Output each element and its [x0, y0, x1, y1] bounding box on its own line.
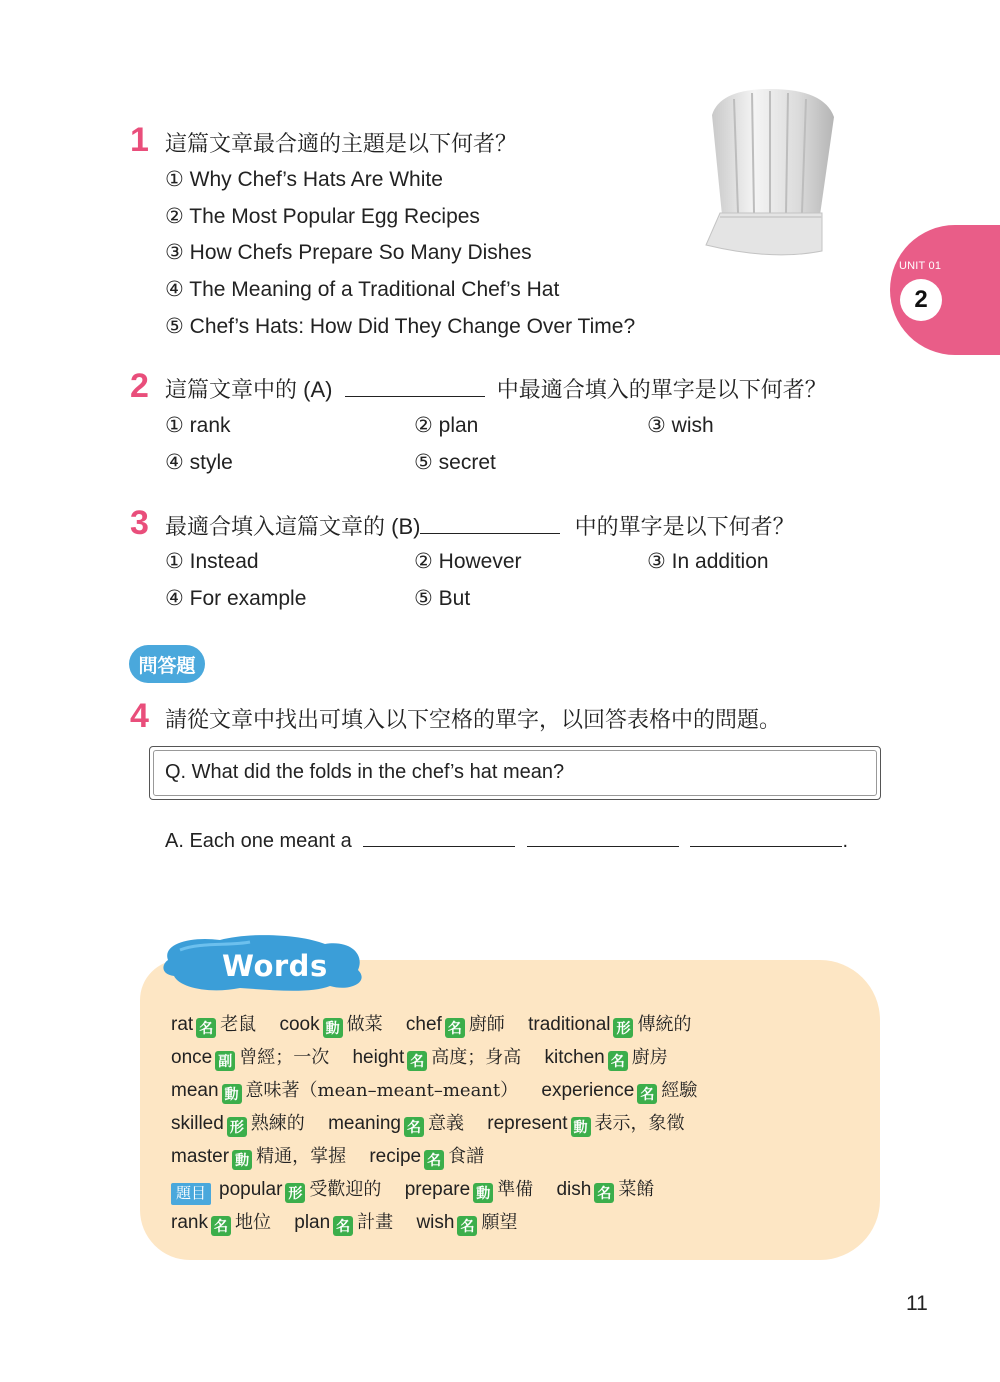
word-en: master: [171, 1146, 230, 1167]
word-zh: 意味著（mean–meant–meant）: [245, 1080, 519, 1101]
words-line-2: [171, 1043, 668, 1071]
question-4-text: 請從文章中找出可填入以下空格的單字，以回答表格中的問題。: [165, 707, 782, 732]
word-en: mean: [171, 1080, 219, 1101]
pos-badge: 名: [424, 1150, 444, 1170]
q2-option-4: ④ style: [165, 451, 233, 474]
pos-badge: 名: [637, 1084, 657, 1104]
answer-prefix: A. Each one meant a: [165, 830, 352, 852]
word-zh: 食譜: [448, 1146, 485, 1167]
q3-option-5: ⑤ But: [414, 587, 471, 610]
question-3-text-before: 最適合填入這篇文章的 (B): [165, 514, 421, 539]
topic-tag: 題目: [171, 1183, 211, 1205]
unit-label: UNIT 01: [899, 260, 942, 272]
word-zh: 菜餚: [618, 1179, 655, 1200]
word-zh: 計畫: [357, 1212, 394, 1233]
word-zh: 經驗: [661, 1080, 698, 1101]
blank-b: [420, 513, 560, 534]
q2-option-5: ⑤ secret: [414, 451, 496, 474]
q3-option-3: ③ In addition: [647, 550, 769, 573]
word-en: meaning: [328, 1113, 401, 1134]
q2-option-1: ① rank: [165, 414, 231, 437]
q1-option-5: ⑤ Chef’s Hats: How Did They Change Over Time?: [165, 315, 636, 338]
unit-number-badge: 2: [900, 279, 942, 321]
words-title: Words: [222, 949, 328, 983]
word-zh: 表示，象徵: [594, 1113, 685, 1134]
q1-option-1: ① Why Chef’s Hats Are White: [165, 168, 443, 191]
word-en: recipe: [369, 1146, 422, 1167]
q3-option-2: ② However: [414, 550, 522, 573]
pos-badge: 形: [613, 1018, 633, 1038]
word-zh: 廚房: [631, 1047, 668, 1068]
question-box-text: Q. What did the folds in the chef’s hat mean?: [165, 761, 565, 783]
pos-badge: 名: [457, 1216, 477, 1236]
word-zh: 做菜: [346, 1014, 383, 1035]
q3-option-4: ④ For example: [165, 587, 307, 610]
pos-badge: 名: [196, 1018, 216, 1038]
chef-hat-illustration: [700, 85, 840, 260]
word-en: height: [352, 1047, 405, 1068]
answer-blank-1[interactable]: [363, 826, 515, 847]
pos-badge: 名: [445, 1018, 465, 1038]
answer-suffix: .: [842, 830, 849, 852]
word-zh: 精通，掌握: [256, 1146, 347, 1167]
word-zh: 高度；身高: [431, 1047, 522, 1068]
q1-option-3: ③ How Chefs Prepare So Many Dishes: [165, 241, 532, 264]
word-zh: 地位: [234, 1212, 271, 1233]
question-2-number: 2: [130, 367, 149, 405]
word-zh: 老鼠: [220, 1014, 257, 1035]
words-line-7: [171, 1208, 517, 1236]
answer-blank-2[interactable]: [527, 826, 679, 847]
q2-option-2: ② plan: [414, 414, 479, 437]
pos-badge: 名: [407, 1051, 427, 1071]
question-3-number: 3: [130, 504, 149, 542]
word-en: dish: [556, 1179, 592, 1200]
word-en: skilled: [171, 1113, 224, 1134]
question-1-text: 這篇文章最合適的主題是以下何者？: [165, 131, 518, 156]
pos-badge: 副: [215, 1051, 235, 1071]
pos-badge: 名: [333, 1216, 353, 1236]
question-3-text: [165, 510, 795, 541]
word-zh: 熟練的: [250, 1113, 305, 1134]
word-en: plan: [294, 1212, 331, 1233]
answer-blank-3[interactable]: [690, 826, 842, 847]
page-number: 11: [906, 1292, 928, 1315]
words-line-6: [171, 1175, 654, 1205]
word-zh: 受歡迎的: [309, 1179, 382, 1200]
answer-line: [165, 826, 848, 853]
q3-option-1: ① Instead: [165, 550, 259, 573]
word-en: experience: [541, 1080, 635, 1101]
section-tag-short-answer: 問答題: [129, 645, 205, 683]
word-zh: 準備: [497, 1179, 534, 1200]
word-en: rank: [171, 1212, 208, 1233]
q2-option-3: ③ wish: [647, 414, 714, 437]
pos-badge: 動: [232, 1150, 252, 1170]
word-zh: 傳統的: [637, 1014, 692, 1035]
word-en: rat: [171, 1014, 194, 1035]
words-line-3: [171, 1076, 697, 1104]
question-3-text-after: 中的單字是以下何者？: [574, 514, 795, 539]
word-en: chef: [405, 1014, 442, 1035]
question-2-text-after: 中最適合填入的單字是以下何者？: [496, 377, 827, 402]
pos-badge: 動: [473, 1183, 493, 1203]
q1-option-4: ④ The Meaning of a Traditional Chef’s Hat: [165, 278, 560, 301]
word-zh: 願望: [481, 1212, 518, 1233]
pos-badge: 名: [608, 1051, 628, 1071]
pos-badge: 動: [323, 1018, 343, 1038]
q1-option-2: ② The Most Popular Egg Recipes: [165, 205, 480, 228]
pos-badge: 形: [227, 1117, 247, 1137]
word-zh: 廚師: [468, 1014, 505, 1035]
question-box: [149, 746, 881, 800]
pos-badge: 名: [594, 1183, 614, 1203]
question-2-text-before: 這篇文章中的 (A): [165, 377, 333, 402]
word-en: kitchen: [544, 1047, 605, 1068]
word-zh: 曾經；一次: [239, 1047, 330, 1068]
word-zh: 意義: [427, 1113, 464, 1134]
pos-badge: 形: [285, 1183, 305, 1203]
words-line-1: [171, 1010, 691, 1038]
question-1-number: 1: [130, 121, 149, 159]
pos-badge: 名: [211, 1216, 231, 1236]
pos-badge: 動: [571, 1117, 591, 1137]
word-en: prepare: [404, 1179, 471, 1200]
pos-badge: 名: [404, 1117, 424, 1137]
words-line-5: [171, 1142, 484, 1170]
word-en: cook: [279, 1014, 320, 1035]
word-en: popular: [219, 1179, 283, 1200]
pos-badge: 動: [222, 1084, 242, 1104]
word-en: once: [171, 1047, 213, 1068]
words-line-4: [171, 1109, 685, 1137]
word-en: traditional: [528, 1014, 611, 1035]
blank-a: [345, 376, 485, 397]
word-en: wish: [416, 1212, 455, 1233]
word-en: represent: [487, 1113, 568, 1134]
question-2-text: [165, 373, 827, 404]
question-4-number: 4: [130, 697, 149, 735]
